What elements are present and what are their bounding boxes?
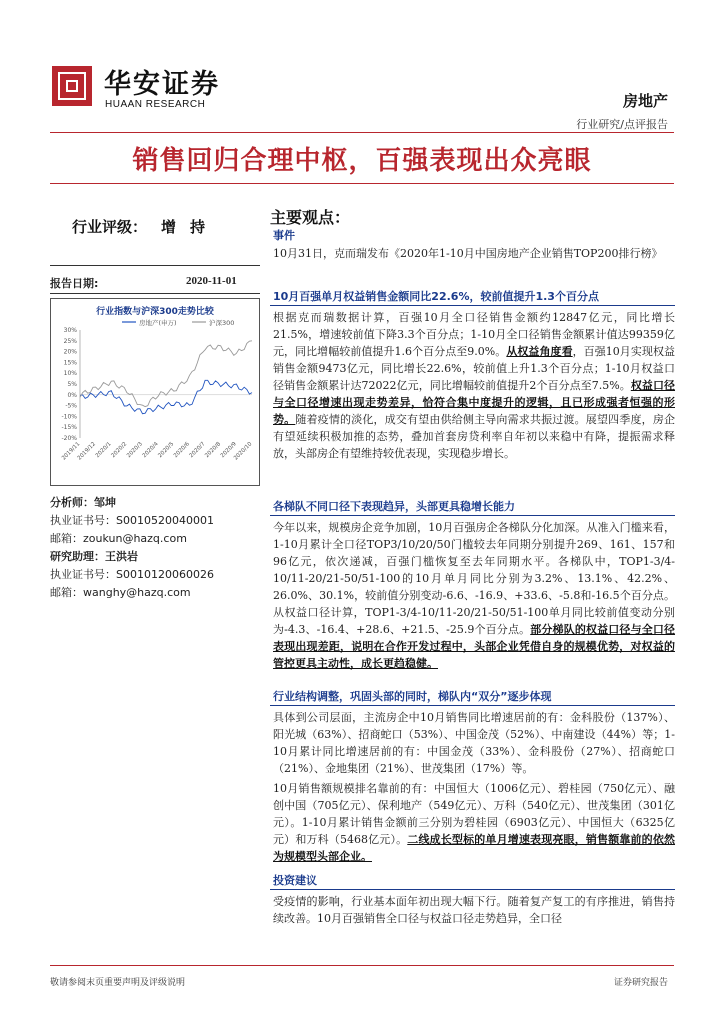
event-text: 10月31日，克而瑞发布《2020年1-10月中国房地产企业销售TOP200排行榜》 — [273, 247, 663, 260]
section-heading-text: 10月百强单月权益销售金额同比22.6%，较前值提升1.3个百分点 — [273, 290, 599, 303]
section-heading-text: 各梯队不同口径下表现趋异，头部更具稳增长能力 — [273, 500, 515, 513]
series-line — [80, 341, 252, 407]
paragraph-text: ，百强10月实现权益销售金额9473亿元，同比增长22.6%，较前值上升1.3个百分点；1-10月权益口径销售金额累计达72022亿元，同比增幅较前值提升2个百分点至7.5%。 — [273, 345, 675, 392]
y-tick-label: -10% — [61, 413, 77, 421]
footer-divider — [50, 965, 674, 966]
y-tick-label: 5% — [67, 381, 77, 388]
company-logo-mark — [52, 66, 92, 106]
section-paragraph — [273, 519, 675, 672]
report-date-value: 2020-11-01 — [186, 275, 237, 287]
emphasis-text: 部分梯队的权益口径与全口径表现出现差距，说明在合作开发过程中，头部企业凭借自身的规模优势，对权益的管控更具主动性，成长更趋稳健。 — [273, 623, 676, 670]
assistant-cert: 执业证书号：S0010120060026 — [50, 568, 214, 581]
main-points-heading: 主要观点： — [270, 208, 351, 227]
section-heading — [273, 288, 675, 304]
legend-label: 沪深300 — [209, 319, 235, 327]
x-tick-label: 2019/11 — [61, 441, 82, 462]
rating-value: 增持 — [161, 218, 220, 236]
footer-disclaimer: 敬请参阅末页重要声明及评级说明 — [50, 978, 186, 988]
x-tick-label: 2020/5 — [157, 441, 176, 460]
company-name-en: HUAAN RESEARCH — [105, 99, 206, 110]
left-divider — [50, 265, 260, 266]
event-heading: 事件 — [273, 229, 295, 242]
footer-label: 证券研究报告 — [613, 978, 668, 988]
x-tick-label: 2020/1 — [94, 441, 113, 460]
x-tick-label: 2019/12 — [76, 441, 98, 462]
analyst-name — [50, 494, 116, 510]
chart-title: 行业指数与沪深300走势比较 — [96, 307, 214, 317]
y-tick-label: 0% — [67, 391, 77, 399]
company-name-cn: 华安证券 — [104, 69, 220, 100]
rating-label: 行业评级： — [72, 218, 148, 236]
y-tick-label: -5% — [65, 402, 77, 410]
assistant-email: 邮箱：wanghy@hazq.com — [50, 586, 191, 599]
section-heading — [273, 688, 675, 704]
x-tick-label: 2020/7 — [188, 441, 207, 460]
index-comparison-chart — [52, 318, 258, 484]
heading-underline — [270, 889, 675, 890]
assistant-name — [50, 548, 138, 564]
title-divider — [50, 183, 674, 184]
y-tick-label: 10% — [63, 370, 77, 378]
assistant-label: 研究助理： — [50, 550, 105, 563]
y-tick-label: 25% — [63, 337, 77, 345]
section-paragraph: 具体到公司层面，主流房企中10月销售同比增速居前的有：金科股份（137%）、阳光城（63%）、招商蛇口（53%）、中国金茂（52%）、中南建设（44%）等；1-10月累计同比增速居前的有：中国金茂（33%）、金科股份（27%）、招商蛇口（21%）、金地集团（21%）、世茂集团（17%）等。 — [273, 711, 675, 775]
y-tick-label: -20% — [61, 435, 77, 442]
y-tick-label: 30% — [63, 327, 77, 334]
analyst-email: 邮箱：zoukun@hazq.com — [50, 532, 187, 545]
analyst-value: 邹坤 — [94, 496, 116, 509]
heading-underline — [270, 305, 675, 306]
report-type: 行业研究/点评报告 — [576, 118, 668, 131]
x-tick-label: 2020/2 — [110, 441, 129, 460]
x-tick-label: 2020/6 — [172, 441, 191, 460]
analyst-cert: 执业证书号：S0010520040001 — [50, 514, 214, 527]
y-tick-label: 15% — [63, 359, 77, 367]
paragraph-text: 根据克而瑞数据计算，百强10月全口径销售金额约12847亿元，同比增长21.5%，增速较前值下降3.3个百分点；1-10月全口径销售金额累计值达99359亿元，同比增幅较前值提升1.6个百分点至9.0%。 — [273, 311, 675, 358]
heading-underline — [270, 705, 675, 706]
heading-underline — [270, 515, 675, 516]
emphasis-text: 二线成长型标的单月增速表现亮眼，销售额靠前的依然为规模型头部企业。 — [273, 833, 676, 863]
section-heading — [273, 872, 675, 888]
y-tick-label: 20% — [63, 348, 77, 356]
section-heading-text: 投资建议 — [273, 874, 317, 887]
x-tick-label: 2020/4 — [141, 441, 160, 460]
page-title: 销售回归合理中枢，百强表现出众亮眼 — [132, 146, 592, 176]
legend-label: 房地产(申万) — [139, 319, 177, 327]
section-paragraph — [273, 309, 675, 462]
series-line — [80, 380, 252, 413]
emphasis-text: 权益口径与全口径增速出现走势差异，恰符合集中度提升的逻辑，且已形成强者恒强的形势。 — [273, 379, 676, 426]
x-tick-label: 2020/9 — [219, 441, 238, 460]
paragraph-text: 10月销售额规模排名靠前的有：中国恒大（1006亿元）、碧桂园（750亿元）、融创中国（705亿元）、保利地产（549亿元）、万科（540亿元）、世茂集团（301亿元）。1-10月累计销售金额前三分别为碧桂园（6903亿元）、中国恒大（6325亿元）和万科（5468亿元）。 — [273, 782, 675, 846]
x-tick-label: 2020/8 — [204, 441, 223, 460]
assistant-value: 王洪岩 — [105, 550, 138, 563]
x-tick-label: 2020/10 — [233, 441, 254, 462]
left-divider — [50, 293, 260, 294]
section-heading — [273, 498, 675, 514]
section-heading-text: 行业结构调整，巩固头部的同时，梯队内“双分”逐步体现 — [273, 690, 552, 703]
paragraph-text: 今年以来，规模房企竞争加剧，10月百强房企各梯队分化加深。从准入门槛来看，1-10月累计全口径TOP3/10/20/50门槛较去年同期分别提升269、161、157和96亿元，依次递减，百强门槛恢复至去年同期水平。各梯队中，TOP1-3/4-10/11-20/21-50/51-100的10月单月同比分别为3.2%、13.1%、42.2%、26.0%、30.1%，较前值分别变动-6.6、-16.9、+33.6、-5.8和-16.5个百分点。从权益口径计算，TOP1-3/4-10/11-20/21-50/51-100单月同比较前值变动分别为-4.3、-16.4、+28.6、+21.5、-25.9个百分点。 — [273, 521, 675, 636]
section-paragraph: 受疫情的影响，行业基本面年初出现大幅下行。随着复产复工的有序推进，销售持续改善。10月百强销售全口径与权益口径走势趋异，全口径 — [273, 895, 675, 925]
analyst-label: 分析师： — [50, 496, 94, 509]
x-tick-label: 2020/3 — [126, 441, 144, 460]
section-paragraph — [273, 780, 675, 865]
header-divider — [50, 132, 674, 133]
sector-label: 房地产 — [622, 92, 668, 110]
report-date-label: 报告日期: — [50, 277, 99, 290]
y-tick-label: -15% — [61, 424, 77, 432]
industry-rating — [72, 216, 219, 237]
emphasis-text: 从权益角度看 — [506, 345, 573, 358]
paragraph-text: 随着疫情的淡化，成交有望由供给侧主导向需求共振过渡。展望四季度，房企有望延续积极加推的态势，叠加首套房贷利率自年初以来稳中有降，提振需求释放，头部房企有望维持较优表现，实现稳步增长。 — [273, 413, 675, 460]
